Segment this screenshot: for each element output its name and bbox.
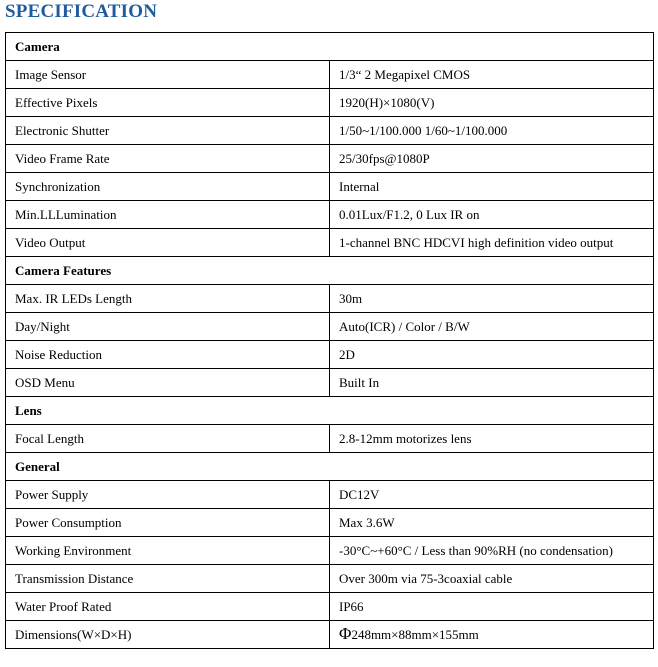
section-title: General — [6, 453, 654, 481]
spec-value: 1-channel BNC HDCVI high definition video output — [330, 229, 654, 257]
table-row — [6, 313, 654, 341]
section-header-lens — [6, 397, 654, 425]
spec-label: Noise Reduction — [6, 341, 330, 369]
spec-value: 2D — [330, 341, 654, 369]
spec-value: Internal — [330, 173, 654, 201]
spec-label: Video Frame Rate — [6, 145, 330, 173]
table-row — [6, 565, 654, 593]
spec-label: Synchronization — [6, 173, 330, 201]
table-row — [6, 425, 654, 453]
table-row — [6, 173, 654, 201]
spec-label: Max. IR LEDs Length — [6, 285, 330, 313]
table-row — [6, 481, 654, 509]
page-title: SPECIFICATION — [5, 1, 158, 22]
table-row — [6, 285, 654, 313]
spec-label: Min.LLLumination — [6, 201, 330, 229]
section-title: Camera Features — [6, 257, 654, 285]
spec-label: Dimensions(W×D×H) — [6, 621, 330, 649]
specification-table — [5, 32, 654, 649]
spec-value: 1920(H)×1080(V) — [330, 89, 654, 117]
spec-label: Water Proof Rated — [6, 593, 330, 621]
spec-value: IP66 — [330, 593, 654, 621]
spec-value: Max 3.6W — [330, 509, 654, 537]
spec-label: Day/Night — [6, 313, 330, 341]
section-title: Camera — [6, 33, 654, 61]
spec-value: 2.8-12mm motorizes lens — [330, 425, 654, 453]
section-header-general — [6, 453, 654, 481]
table-row — [6, 341, 654, 369]
table-row — [6, 369, 654, 397]
spec-label: Video Output — [6, 229, 330, 257]
spec-value: Auto(ICR) / Color / B/W — [330, 313, 654, 341]
spec-value: 0.01Lux/F1.2, 0 Lux IR on — [330, 201, 654, 229]
spec-value: DC12V — [330, 481, 654, 509]
spec-label: Focal Length — [6, 425, 330, 453]
spec-value: 1/50~1/100.000 1/60~1/100.000 — [330, 117, 654, 145]
spec-label: Power Supply — [6, 481, 330, 509]
spec-value: Built In — [330, 369, 654, 397]
diameter-symbol: Φ — [339, 623, 352, 643]
spec-label: Power Consumption — [6, 509, 330, 537]
table-row — [6, 201, 654, 229]
table-row — [6, 89, 654, 117]
spec-value: 30m — [330, 285, 654, 313]
spec-value: 1/3“ 2 Megapixel CMOS — [330, 61, 654, 89]
spec-value: 25/30fps@1080P — [330, 145, 654, 173]
section-header-camera-features — [6, 257, 654, 285]
spec-value: Over 300m via 75-3coaxial cable — [330, 565, 654, 593]
spec-label: Working Environment — [6, 537, 330, 565]
table-row — [6, 229, 654, 257]
table-row — [6, 537, 654, 565]
dimension-value: 248mm×88mm×155mm — [351, 626, 479, 642]
spec-label: Electronic Shutter — [6, 117, 330, 145]
spec-value: -30°C~+60°C / Less than 90%RH (no condensation) — [330, 537, 654, 565]
section-title: Lens — [6, 397, 654, 425]
spec-label: OSD Menu — [6, 369, 330, 397]
table-row — [6, 621, 654, 649]
section-header-camera — [6, 33, 654, 61]
spec-label: Effective Pixels — [6, 89, 330, 117]
table-row — [6, 145, 654, 173]
spec-label: Transmission Distance — [6, 565, 330, 593]
table-row — [6, 509, 654, 537]
table-row — [6, 593, 654, 621]
table-row — [6, 61, 654, 89]
spec-label: Image Sensor — [6, 61, 330, 89]
spec-value — [330, 621, 654, 649]
table-row — [6, 117, 654, 145]
